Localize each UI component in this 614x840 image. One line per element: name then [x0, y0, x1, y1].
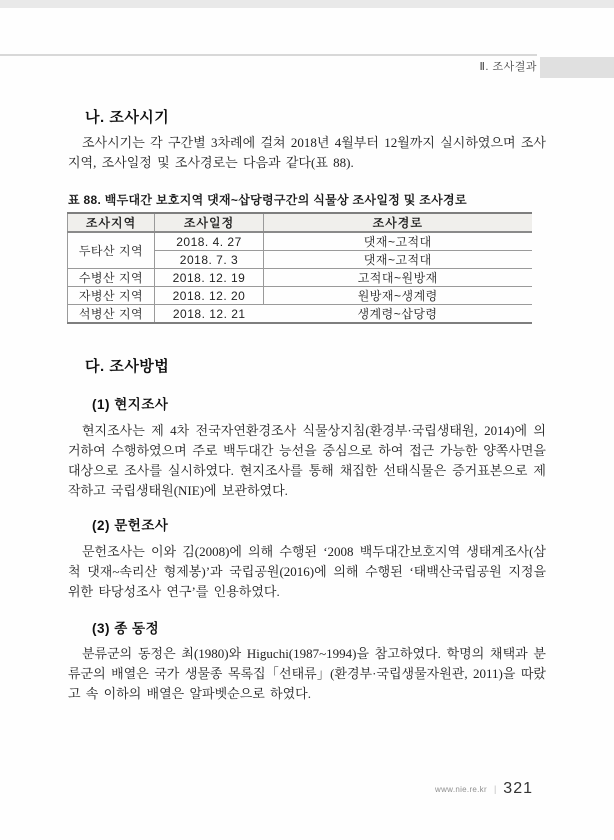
table-caption: 표 88. 백두대간 보호지역 댓재~삽당령구간의 식물상 조사일정 및 조사경로 [68, 193, 467, 207]
table-header-row [68, 213, 532, 232]
route-cell: 댓재~고적대 [264, 251, 532, 269]
region-cell: 석병산 지역 [68, 305, 155, 324]
table-row [68, 232, 532, 251]
section-b-paragraph: 조사시기는 각 구간별 3차례에 걸쳐 2018년 4월부터 12월까지 실시하였으며 조사지역, 조사일정 및 조사경로는 다음과 같다(표 88). [68, 135, 546, 170]
table-row [68, 269, 532, 287]
route-cell: 생계령~삽당령 [264, 305, 532, 324]
field-survey-paragraph: 현지조사는 제 4차 전국자연환경조사 식물상지침(환경부·국립생태원, 2014)에 의거하여 수행하였으며 주로 백두대간 능선을 중심으로 하여 접근 가능한 양쪽사면을 대상으로 조사를 실시하였다. 현지조사를 통해 채집한 선태식물은 증거표본으로 제작하고 국립생태원(NIE)에 보관하였다. [68, 423, 546, 498]
chapter-label: Ⅱ. 조사결과 [479, 61, 537, 73]
date-cell: 2018. 4. 27 [155, 232, 264, 251]
column-header-route: 조사경로 [264, 213, 532, 232]
table-row [68, 287, 532, 305]
column-header-date: 조사일정 [155, 213, 264, 232]
chapter-tab-marker [540, 57, 614, 78]
page-number: 321 [503, 780, 533, 797]
subsection-title-literature-survey: (2) 문헌조사 [92, 518, 169, 533]
subsection-title-field-survey: (1) 현지조사 [92, 397, 169, 412]
section-title-b: 나. 조사시기 [85, 109, 170, 126]
region-cell: 자병산 지역 [68, 287, 155, 305]
date-cell: 2018. 12. 20 [155, 287, 264, 305]
scan-top-edge [0, 0, 614, 8]
section-title-c: 다. 조사방법 [85, 358, 170, 375]
date-cell: 2018. 7. 3 [155, 251, 264, 269]
region-cell: 두타산 지역 [68, 232, 155, 269]
date-cell: 2018. 12. 19 [155, 269, 264, 287]
table-row [68, 305, 532, 324]
literature-survey-paragraph: 문헌조사는 이와 김(2008)에 의해 수행된 ‘2008 백두대간보호지역 생태계조사(삼척 댓재~속리산 형제봉)’과 국립공원(2016)에 의해 수행된 ‘태백산국립공원 지정을 위한 타당성조사 연구’를 인용하였다. [68, 544, 546, 599]
route-cell: 원방재~생계령 [264, 287, 532, 305]
header-rule [0, 54, 537, 56]
survey-schedule-table [67, 212, 532, 324]
route-cell: 댓재~고적대 [264, 232, 532, 251]
subsection-title-identification: (3) 종 동정 [92, 621, 160, 636]
footer-url: www.nie.re.kr [435, 784, 487, 794]
footer-divider: | [493, 784, 497, 794]
column-header-region: 조사지역 [68, 213, 155, 232]
route-cell: 고적대~원방재 [264, 269, 532, 287]
region-cell: 수병산 지역 [68, 269, 155, 287]
date-cell: 2018. 12. 21 [155, 305, 264, 324]
identification-paragraph: 분류군의 동정은 최(1980)와 Higuchi(1987~1994)을 참고하였다. 학명의 채택과 분류군의 배열은 국가 생물종 목록집「선태류」(환경부·국립생물자원관, 2011)을 따랐고 속 이하의 배열은 알파벳순으로 하였다. [68, 646, 546, 701]
page-footer [435, 780, 533, 798]
